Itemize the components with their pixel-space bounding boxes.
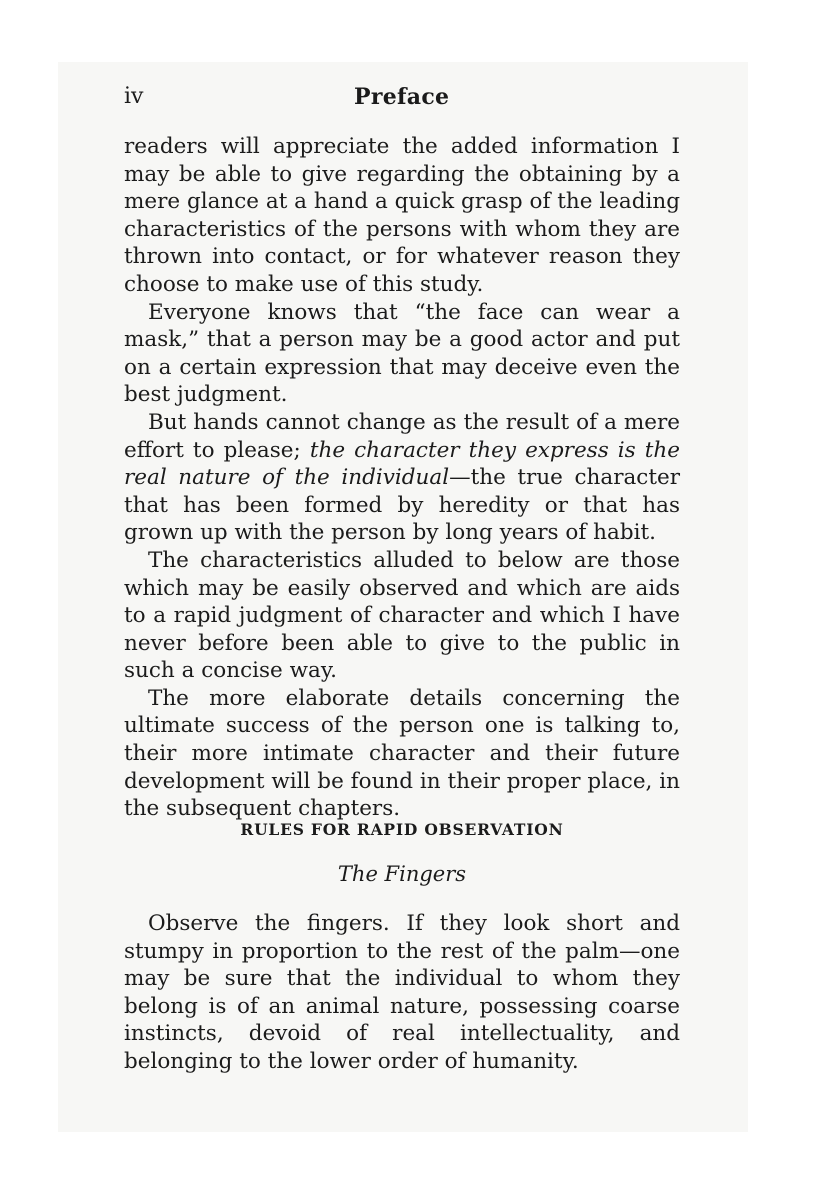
- paragraph-characteristics: The characteristics alluded to below are those which may be easily observed and which are aids to a rapid judgment of character and which I have never before been able to give to the public in such a concise way.: [124, 547, 680, 684]
- paragraph-hands-start: But hands cannot change as the result of a mere effort to please;: [124, 409, 680, 463]
- paragraph-readers: readers will appreciate the added information I may be able to give regarding the obtaining by a mere glance at a hand a quick grasp of the leading characteristics of the persons with whom they are thrown into contact, or for whatever reason they choose to make use of this study.: [124, 134, 680, 297]
- fingers-body: [124, 910, 680, 1076]
- page-header: [124, 84, 680, 114]
- section-heading: RULES FOR RAPID OBSERVATION: [240, 820, 564, 839]
- preface-body: [124, 133, 680, 823]
- paragraph-elaborate-details: The more elaborate details concerning the ultimate success of the person one is talking to, their more intimate character and their future development will be found in their proper place, in the subsequent chapters.: [124, 685, 680, 822]
- paragraph-hands-cannot-change: [124, 409, 680, 547]
- running-head-title: Preface: [354, 84, 450, 110]
- paragraph-observe-fingers: Observe the fingers. If they look short and stumpy in proportion to the rest of the palm—one may be sure that the individual to whom they belong is of an animal nature, possessing coarse instincts, devoid of real intellectuality, and belonging to the lower order of humanity.: [124, 911, 680, 1074]
- section-subheading: The Fingers: [337, 862, 467, 886]
- paragraph-hands-italic: the character they express is the real nature of the individual: [124, 437, 680, 491]
- page-number: iv: [124, 84, 144, 109]
- paragraph-face-mask: Everyone knows that “the face can wear a mask,” that a person may be a good actor and put on a certain expression that may deceive even the best judgment.: [124, 299, 680, 408]
- paragraph-hands-end: —the true character that has been formed by heredity or that has grown up with the person by long years of habit.: [124, 465, 680, 546]
